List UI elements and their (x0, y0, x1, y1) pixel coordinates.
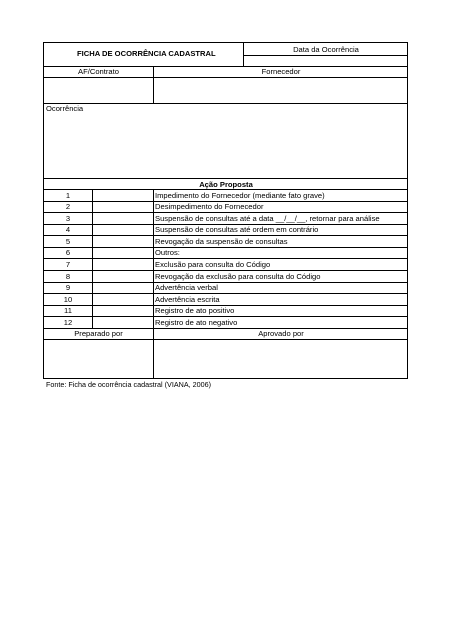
action-mark-cell[interactable] (93, 247, 153, 259)
sign-label-line (44, 339, 407, 340)
action-number: 12 (63, 317, 73, 327)
action-heading: Ação Proposta (199, 180, 253, 189)
action-number: 10 (63, 294, 73, 304)
action-mark-cell[interactable] (93, 235, 153, 247)
action-label: Registro de ato positivo (155, 306, 235, 316)
action-label: Advertência verbal (155, 283, 218, 293)
action-mark-cell[interactable] (93, 293, 153, 305)
action-mark-cell[interactable] (93, 224, 153, 236)
af-divider (153, 66, 154, 103)
action-mark-cell[interactable] (93, 305, 153, 317)
supplier-label: Fornecedor (261, 67, 301, 76)
action-number: 9 (65, 283, 71, 293)
action-label: Desimpedimento do Fornecedor (155, 202, 264, 212)
approved-label: Aprovado por (258, 329, 304, 338)
action-number: 1 (65, 190, 71, 200)
action-mark-cell[interactable] (93, 282, 153, 294)
action-num-divider (92, 189, 93, 328)
action-number: 2 (65, 202, 71, 212)
action-label: Impedimento do Fornecedor (mediante fato grave) (155, 190, 325, 200)
action-number: 5 (65, 236, 71, 246)
action-label: Revogação da suspensão de consultas (155, 236, 288, 246)
prepared-label: Preparado por (74, 329, 123, 338)
date-label: Data da Ocorrência (293, 45, 359, 54)
action-number: 4 (65, 225, 71, 235)
occurrence-label: Ocorrência (46, 104, 84, 113)
action-number: 11 (64, 306, 72, 316)
action-mark-cell[interactable] (93, 258, 153, 270)
action-label: Registro de ato negativo (155, 317, 238, 327)
af-label: AF/Contrato (78, 67, 119, 76)
action-label: Outros: (155, 248, 180, 258)
sign-divider (153, 328, 154, 379)
action-mark-cell[interactable] (93, 316, 153, 328)
action-mark-cell[interactable] (93, 270, 153, 282)
occurrence-form (43, 42, 408, 379)
af-label-line (44, 77, 407, 78)
action-label-divider (153, 189, 154, 328)
action-mark-cell[interactable] (93, 201, 153, 213)
action-number: 7 (65, 259, 71, 269)
action-mark-cell[interactable] (93, 212, 153, 224)
figure-caption: Fonte: Ficha de ocorrência cadastral (VIANA, 2006) (46, 380, 211, 389)
action-mark-cell[interactable] (93, 189, 153, 201)
action-label: Revogação da exclusão para consulta do Código (155, 271, 321, 281)
action-number: 3 (65, 213, 71, 223)
af-bottom-line (44, 103, 407, 104)
action-number: 6 (65, 248, 71, 258)
action-label: Suspensão de consultas até ordem em contrário (155, 225, 319, 235)
action-label: Exclusão para consulta do Código (155, 259, 271, 269)
date-line (243, 55, 407, 56)
action-label: Advertência escrita (155, 294, 220, 304)
action-number: 8 (65, 271, 71, 281)
action-label: Suspensão de consultas até a data __/__/__, retornar para análise (155, 213, 380, 223)
form-title: FICHA DE OCORRÊNCIA CADASTRAL (77, 49, 216, 58)
